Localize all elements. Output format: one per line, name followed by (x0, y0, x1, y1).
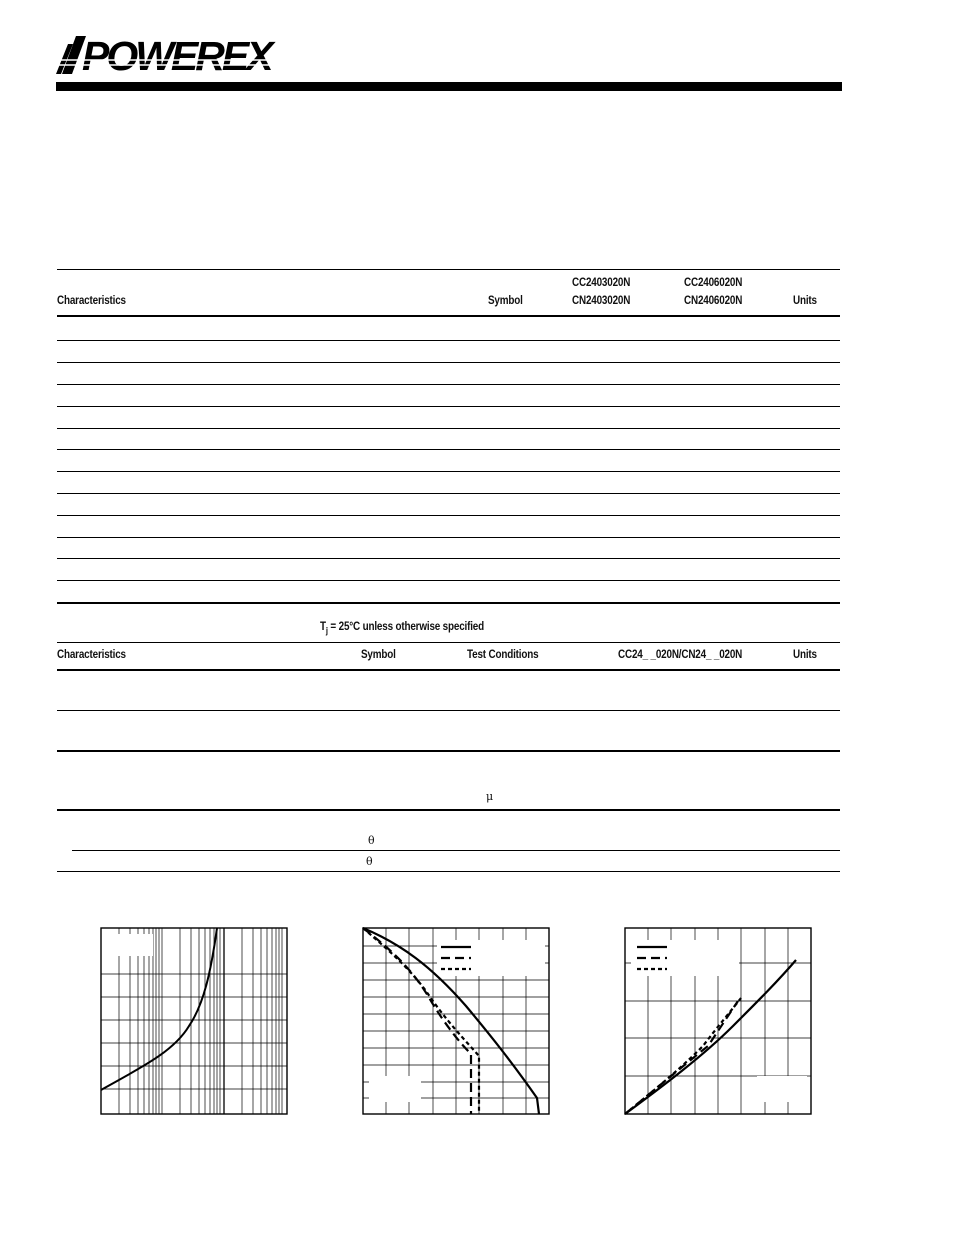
electrical-row-rule (57, 809, 840, 811)
elec-col-model: CC24_ _020N/CN24_ _020N (618, 649, 743, 661)
chart-3-series-dashed (625, 1001, 738, 1114)
col-model-a-line1: CC2403020N (572, 277, 631, 289)
col-characteristics: Characteristics (57, 295, 126, 307)
chart-2-legend-box (437, 940, 545, 976)
elec-col-characteristics: Characteristics (57, 649, 126, 661)
electrical-subrow-rule (72, 850, 840, 851)
chart-2-label-box (369, 1076, 421, 1102)
col-symbol: Symbol (488, 295, 523, 307)
chart-2 (361, 926, 551, 1116)
theta-symbol-2: θ (366, 855, 373, 868)
powerex-logo (56, 30, 288, 74)
table-header-rule (57, 315, 840, 317)
header-bar (56, 82, 842, 91)
table-row-rule (57, 515, 840, 516)
elec-col-symbol: Symbol (361, 649, 396, 661)
table-row-rule (57, 384, 840, 385)
electrical-row-rule (57, 750, 840, 752)
table-row-rule (57, 449, 840, 450)
elec-col-test-conditions: Test Conditions (467, 649, 539, 661)
col-model-b-line1: CC2406020N (684, 277, 743, 289)
micro-symbol: μ (486, 790, 494, 803)
table-row-rule (57, 558, 840, 559)
table-row-rule (57, 580, 840, 581)
electrical-bottom-rule (57, 871, 840, 872)
chart-1 (99, 926, 289, 1116)
table-row-rule (57, 428, 840, 429)
electrical-row-rule (57, 710, 840, 711)
table-row-rule (57, 340, 840, 341)
table-top-rule (57, 269, 840, 270)
table-row-rule (57, 471, 840, 472)
chart-3-series-dotted (625, 998, 741, 1114)
col-model-b-line2: CN2406020N (684, 295, 743, 307)
elec-col-units: Units (793, 649, 817, 661)
electrical-top-rule (57, 642, 840, 643)
table-bottom-rule (57, 602, 840, 604)
chart-3 (623, 926, 813, 1116)
col-units: Units (793, 295, 817, 307)
table-row-rule (57, 537, 840, 538)
theta-symbol-1: θ (368, 834, 375, 847)
chart-3-label-box (757, 1076, 807, 1102)
table-row-rule (57, 362, 840, 363)
table-row-rule (57, 406, 840, 407)
electrical-header-rule (57, 669, 840, 671)
chart-1-label-box (109, 934, 153, 956)
table-row-rule (57, 493, 840, 494)
test-condition-note: $T_j = 25^\circ C$ unless otherwise specified (320, 621, 485, 636)
chart-3-legend-box (631, 940, 739, 976)
col-model-a-line2: CN2403020N (572, 295, 631, 307)
logo-wordmark: POWEREX (82, 33, 271, 74)
